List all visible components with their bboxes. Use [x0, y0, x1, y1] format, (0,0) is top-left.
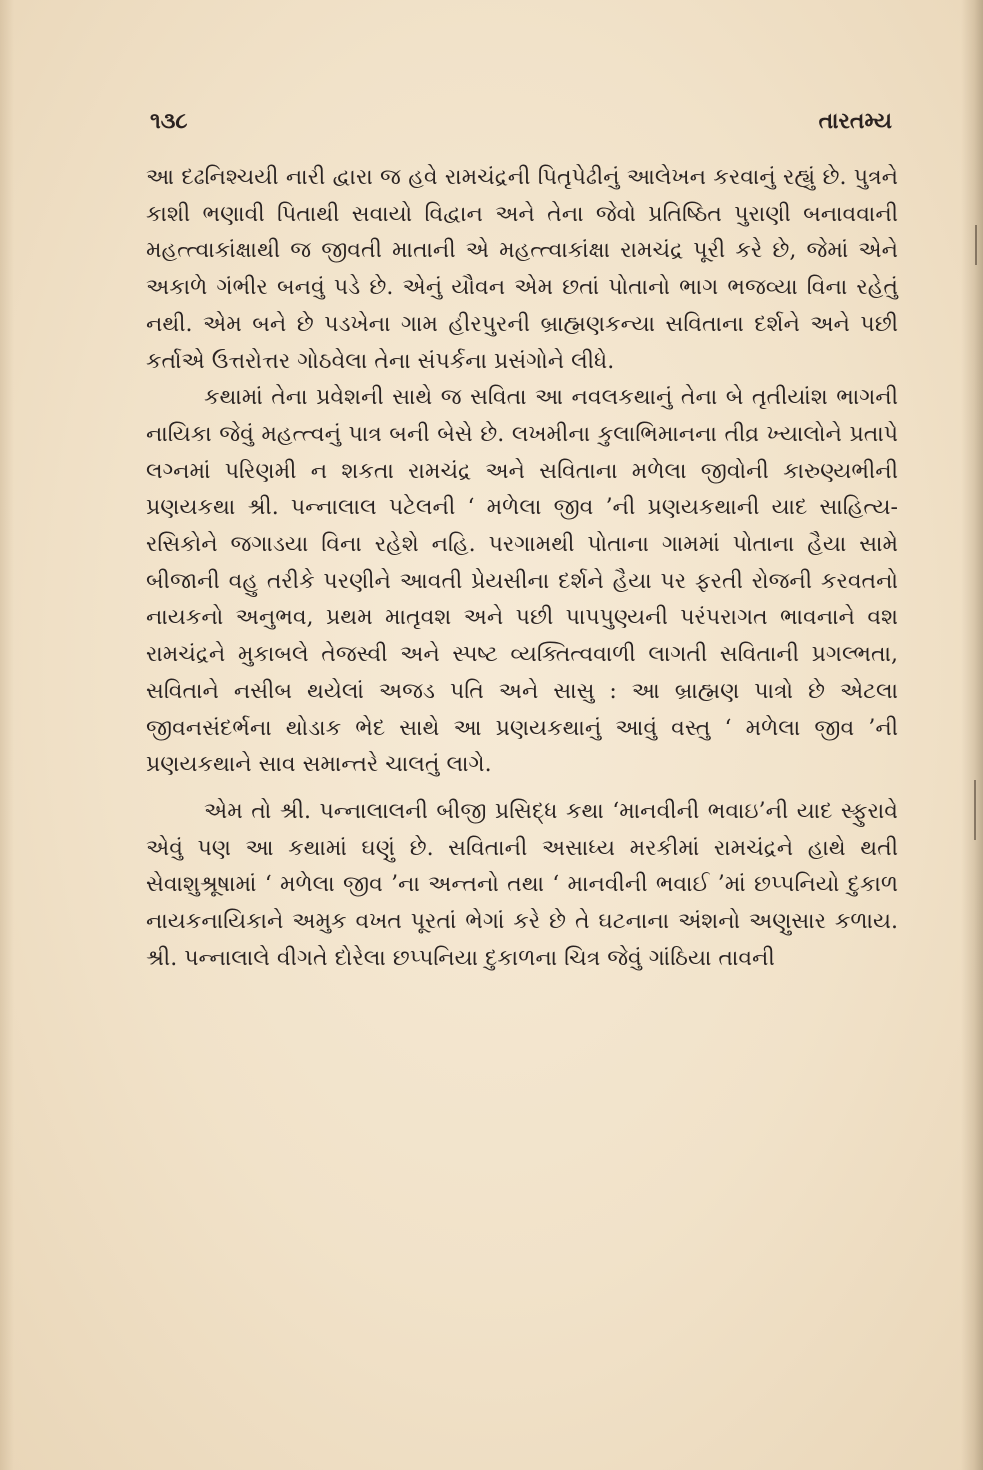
running-head — [150, 108, 892, 144]
margin-mark-top — [975, 225, 977, 265]
paragraph-3: એમ તો શ્રી. પન્નાલાલની બીજી પ્રસિદ્ધ કથા ‘માનવીની ભવાઇ’ની યાદ સ્ફુરાવે એવું પણ આ કથામાં ઘણું છે. સવિતાની અસાધ્ય મરકીમાં રામચંદ્રને હાથે થતી સેવાશુશ્રૂષામાં ‘ મળેલા જીવ ’ના અન્તનો તથા ‘ માનવીની ભવાઈ ’માં છપ્પનિયો દુકાળ નાયકનાયિકાને અમુક વખત પૂરતાં ભેગાં કરે છે તે ઘટનાના અંશનો અણુસાર કળાય. શ્રી. પન્નાલાલે વીગતે દોરેલા છપ્પનિયા દુકાળના ચિત્ર જેવું ગાંઠિયા તાવની — [146, 798, 898, 971]
margin-mark-middle — [974, 780, 976, 840]
paragraph-2: કથામાં તેના પ્રવેશની સાથે જ સવિતા આ નવલકથાનું તેના બે તૃતીયાંશ ભાગની નાયિકા જેવું મહત્ત્વનું પાત્ર બની બેસે છે. લખમીના કુલાભિમાનના તીવ્ર ખ્યાલોને પ્રતાપે લગ્નમાં પરિણમી ન શકતા રામચંદ્ર અને સવિતાના મળેલા જીવોની કારુણ્યભીની પ્રણયકથા શ્રી. પન્નાલાલ પટેલની ‘ મળેલા જીવ ’ની પ્રણયકથાની યાદ સાહિત્ય-રસિકોને જગાડયા વિના રહેશે નહિ. પરગામથી પોતાના ગામમાં પોતાના હૈયા સામે બીજાની વહુ તરીકે પરણીને આવતી પ્રેયસીના દર્શને હૈયા પર ફરતી રોજની કરવતનો નાયકનો અનુભવ, પ્રથમ માતૃવશ અને પછી પાપપુણ્યની પરંપરાગત ભાવનાને વશ રામચંદ્રને મુકાબલે તેજસ્વી અને સ્પષ્ટ વ્યક્તિત્વવાળી લાગતી સવિતાની પ્રગલ્ભતા, સવિતાને નસીબ થયેલાં અજડ પતિ અને સાસુ : આ બ્રાહ્મણ પાત્રો છે એટલા જીવનસંદર્ભના થોડાક ભેદ સાથે આ પ્રણયકથાનું આવું વસ્તુ ‘ મળેલા જીવ ’ની પ્રણયકથાને સાવ સમાન્તરે ચાલતું લાગે. — [146, 385, 898, 778]
paragraph-1: આ દઢનિશ્ચયી નારી દ્વારા જ હવે રામચંદ્રની પિતૃપેઢીનું આલેખન કરવાનું રહ્યું છે. પુત્રને કાશી ભણાવી પિતાથી સવાયો વિદ્વાન અને તેના જેવો પ્રતિષ્ઠિત પુરાણી બનાવવાની મહત્ત્વાકાંક્ષાથી જ જીવતી માતાની એ મહત્ત્વાકાંક્ષા રામચંદ્ર પૂરી કરે છે, જેમાં એને અકાળે ગંભીર બનવું પડે છે. એનું યૌવન એમ છતાં પોતાનો ભાગ ભજવ્યા વિના રહેતું નથી. એમ બને છે પડખેના ગામ હીરપુરની બ્રાહ્મણકન્યા સવિતાના દર્શને અને પછી કર્તાએ ઉત્તરોત્તર ગોઠવેલા તેના સંપર્કના પ્રસંગોને લીધે. — [146, 165, 898, 374]
page-number: ૧૩૮ — [150, 108, 188, 134]
body-text — [146, 160, 898, 977]
book-title: તારતમ્ય — [818, 108, 892, 134]
